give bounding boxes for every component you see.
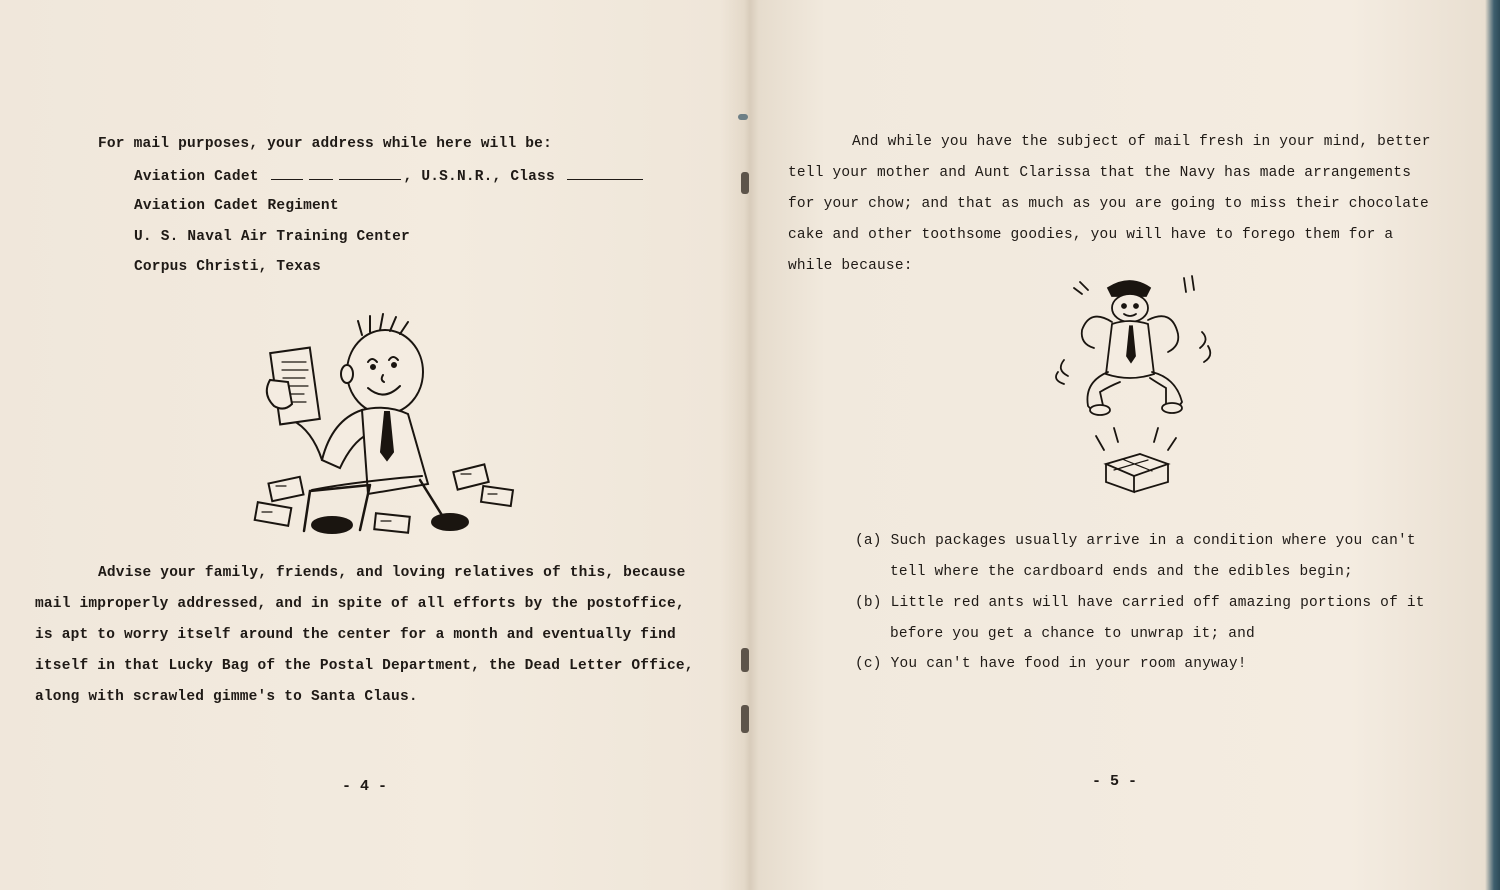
left-page	[0, 0, 745, 890]
class-blank-field	[567, 167, 643, 180]
left-paragraph-line-1: Advise your family, friends, and loving relatives of this, because	[98, 565, 686, 581]
left-paragraph-line-3: is apt to worry itself around the center for a month and eventually find	[35, 627, 676, 643]
cadet-reading-letter-illustration	[250, 300, 520, 540]
item-c-line-1: (c) You can't have food in your room anyway!	[855, 656, 1247, 672]
blank-field	[339, 167, 401, 180]
right-paragraph-line-3: for your chow; and that as much as you are going to miss their chocolate	[788, 196, 1429, 212]
item-a-line-1: (a) Such packages usually arrive in a condition where you can't	[855, 533, 1416, 549]
address-line-3: U. S. Naval Air Training Center	[134, 229, 410, 245]
address-line-1-mid: , U.S.N.R., Class	[403, 169, 555, 185]
address-line-1-prefix: Aviation Cadet	[134, 169, 259, 185]
item-a-line-2: tell where the cardboard ends and the edibles begin;	[890, 564, 1353, 580]
item-b-line-2: before you get a chance to unwrap it; and	[890, 626, 1255, 642]
address-line-2: Aviation Cadet Regiment	[134, 198, 339, 214]
right-paragraph-line-5: while because:	[788, 258, 913, 274]
address-line-1	[134, 167, 646, 185]
left-paragraph-line-4: itself in that Lucky Bag of the Postal Department, the Dead Letter Office,	[35, 658, 694, 674]
sailor-jumping-package-illustration	[1044, 268, 1224, 500]
right-paragraph-line-4: cake and other toothsome goodies, you will have to forego them for a	[788, 227, 1394, 243]
left-paragraph-line-5: along with scrawled gimme's to Santa Claus.	[35, 689, 418, 705]
left-paragraph-line-2: mail improperly addressed, and in spite of all efforts by the postoffice,	[35, 596, 685, 612]
blank-field	[271, 167, 303, 180]
item-b-line-1: (b) Little red ants will have carried off amazing portions of it	[855, 595, 1425, 611]
right-paragraph-line-2: tell your mother and Aunt Clarissa that the Navy has made arrangements	[788, 165, 1412, 181]
right-paragraph-line-1: And while you have the subject of mail fresh in your mind, better	[852, 134, 1431, 150]
blank-field	[309, 167, 333, 180]
address-line-4: Corpus Christi, Texas	[134, 259, 321, 275]
page-number-5: - 5 -	[1092, 773, 1138, 790]
address-intro: For mail purposes, your address while here will be:	[98, 136, 552, 152]
page-number-4: - 4 -	[342, 778, 388, 795]
right-page	[752, 0, 1492, 890]
